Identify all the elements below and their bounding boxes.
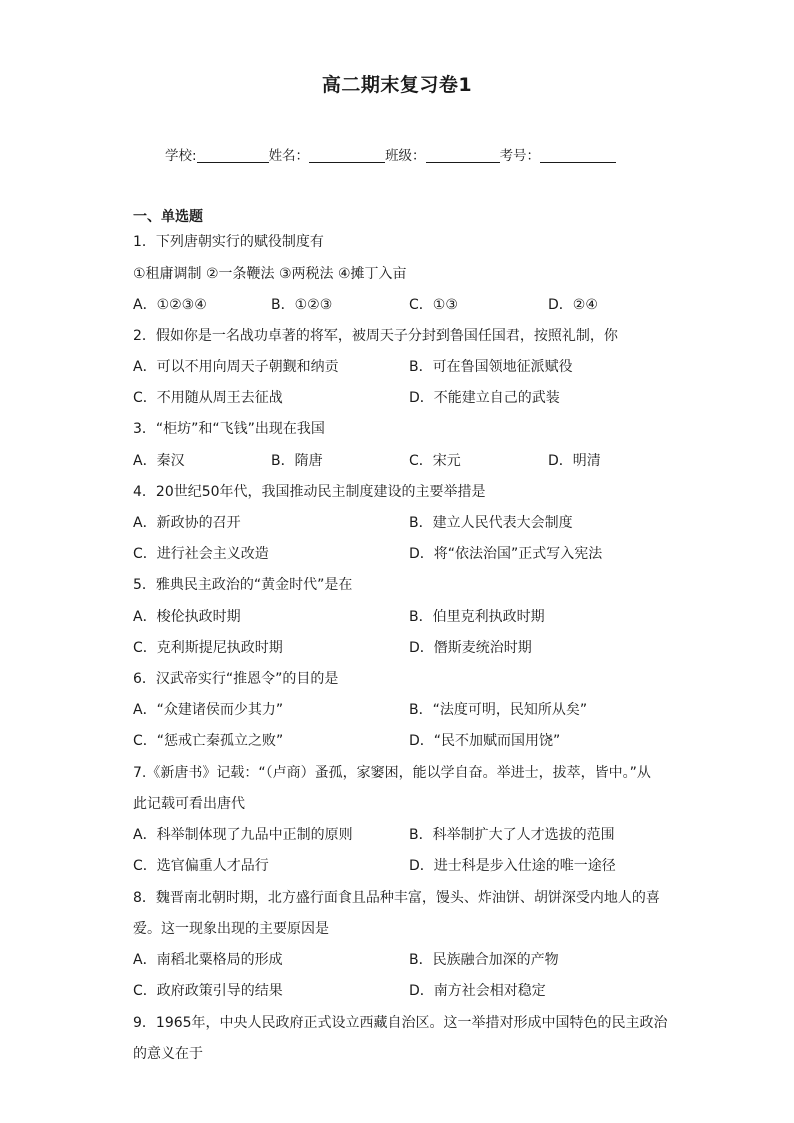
- option-d: D．将“依法治国”正式写入宪法: [409, 546, 603, 562]
- section-title: 一、单选题: [133, 209, 203, 225]
- option-c: C．政府政策引导的结果: [133, 983, 283, 999]
- option-b: B．①②③: [271, 297, 333, 313]
- option-c: C．①③: [409, 297, 458, 313]
- question-stem: 7.《新唐书》记载：“（卢商）蚤孤，家窭困，能以学自奋。举进士，拔萃，皆中。”从: [133, 765, 651, 781]
- option-c: C．克利斯提尼执政时期: [133, 640, 283, 656]
- option-a: A．科举制体现了九品中正制的原则: [133, 827, 353, 843]
- option-b: B．科举制扩大了人才选拔的范围: [409, 827, 615, 843]
- question-stem: 爱。这一现象出现的主要原因是: [133, 921, 329, 937]
- option-b: B．可在鲁国领地征派赋役: [409, 359, 573, 375]
- question-stem: 4．20世纪50年代，我国推动民主制度建设的主要举措是: [133, 484, 486, 500]
- question-stem: 的意义在于: [133, 1046, 203, 1062]
- student-info-line: [165, 144, 616, 164]
- number-blank[interactable]: [540, 148, 616, 163]
- name-blank[interactable]: [309, 148, 385, 163]
- option-b: B．“法度可明，民知所从矣”: [409, 702, 588, 718]
- option-d: D．进士科是步入仕途的唯一途径: [409, 858, 616, 874]
- question-stem: 1．下列唐朝实行的赋役制度有: [133, 234, 324, 250]
- option-b: B．建立人民代表大会制度: [409, 515, 573, 531]
- option-d: D．明清: [548, 453, 601, 469]
- question-stem: 此记载可看出唐代: [133, 796, 245, 812]
- option-c: C．进行社会主义改造: [133, 546, 269, 562]
- option-a: A．新政协的召开: [133, 515, 241, 531]
- option-b: B．伯里克利执政时期: [409, 609, 545, 625]
- page-title: 高二期末复习卷1: [321, 74, 473, 96]
- option-a: A．可以不用向周天子朝觐和纳贡: [133, 359, 339, 375]
- option-a: A．秦汉: [133, 453, 185, 469]
- option-c: C．“惩戒亡秦孤立之败”: [133, 733, 284, 749]
- question-stem: 3．“柜坊”和“飞钱”出现在我国: [133, 421, 325, 437]
- name-label: 姓名：: [268, 148, 310, 164]
- option-d: D．“民不加赋而国用饶”: [409, 733, 561, 749]
- class-blank[interactable]: [426, 148, 500, 163]
- class-label: 班级：: [385, 148, 426, 164]
- question-stem: ①租庸调制 ②一条鞭法 ③两税法 ④摊丁入亩: [133, 266, 407, 282]
- option-b: B．隋唐: [271, 453, 323, 469]
- option-c: C．不用随从周王去征战: [133, 390, 283, 406]
- option-a: A．梭伦执政时期: [133, 609, 241, 625]
- option-c: C．选官偏重人才品行: [133, 858, 269, 874]
- option-b: B．民族融合加深的产物: [409, 952, 559, 968]
- option-a: A．①②③④: [133, 297, 207, 313]
- option-a: A．南稻北粟格局的形成: [133, 952, 283, 968]
- option-a: A．“众建诸侯而少其力”: [133, 702, 284, 718]
- question-stem: 6．汉武帝实行“推恩令”的目的是: [133, 671, 339, 687]
- school-label: 学校:: [165, 148, 197, 164]
- school-blank[interactable]: [197, 148, 269, 163]
- option-d: D．南方社会相对稳定: [409, 983, 546, 999]
- option-d: D．不能建立自己的武装: [409, 390, 560, 406]
- question-stem: 9．1965年，中央人民政府正式设立西藏自治区。这一举措对形成中国特色的民主政治: [133, 1015, 668, 1031]
- option-c: C．宋元: [409, 453, 461, 469]
- option-d: D．②④: [548, 297, 598, 313]
- question-stem: 5．雅典民主政治的“黄金时代”是在: [133, 577, 353, 593]
- number-label: 考号：: [499, 148, 541, 164]
- question-stem: 2．假如你是一名战功卓著的将军，被周天子分封到鲁国任国君，按照礼制，你: [133, 328, 618, 344]
- question-stem: 8．魏晋南北朝时期，北方盛行面食且品种丰富，馒头、炸油饼、胡饼深受内地人的喜: [133, 890, 660, 906]
- option-d: D．僭斯麦统治时期: [409, 640, 532, 656]
